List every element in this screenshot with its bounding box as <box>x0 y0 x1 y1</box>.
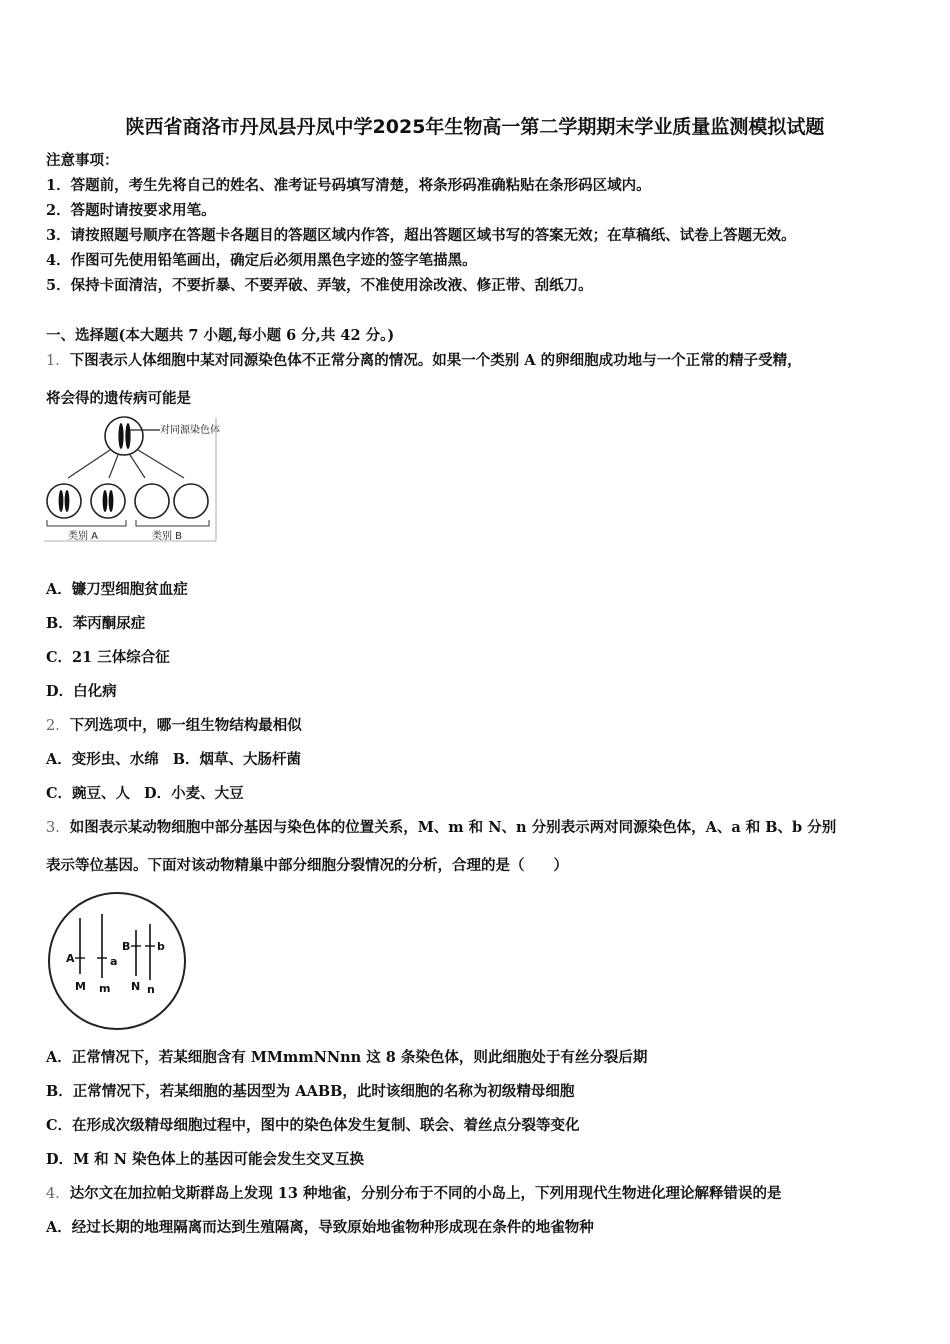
chromosome <box>109 490 114 512</box>
page-title: 陕西省商洛市丹凤县丹凤中学2025年生物高一第二学期期末学业质量监测模拟试题 <box>125 116 825 138</box>
option-d: D．小麦、大豆 <box>144 785 244 802</box>
branch-line <box>109 455 118 478</box>
option-d: D．白化病 <box>46 683 117 700</box>
question-text: 下图表示人体细胞中某对同源染色体不正常分离的情况。如果一个类别 A 的卵细胞成功地与一个正常的精子受精， <box>69 352 802 369</box>
notice-item: 1．答题前，考生先将自己的姓名、准考证号码填写清楚，将条形码准确粘贴在条形码区域内。 <box>46 177 651 194</box>
figure-chromosome-separation <box>44 414 244 546</box>
question-1-stem <box>46 351 802 371</box>
question-number: 1． <box>46 353 70 369</box>
gene-B: B <box>122 940 131 953</box>
option-b: B．烟草、大肠杆菌 <box>172 751 302 768</box>
question-3-stem: 3．如图表示某动物细胞中部分基因与染色体的位置关系，M、m 和 N、n 分别表示两对同源染色体，A、a 和 B、b 分别 <box>46 819 837 836</box>
branch-line <box>138 450 184 478</box>
daughter-cell-b <box>174 484 208 518</box>
chrom-m-label: m <box>99 982 111 995</box>
option-c: C．豌豆、人 <box>46 785 131 802</box>
notice-item: 5．保持卡面清洁，不要折暴、不要弄破、弄皱，不准使用涂改液、修正带、刮纸刀。 <box>46 277 593 294</box>
gene-A: A <box>66 952 75 965</box>
figure-gene-chromosome <box>44 888 192 1034</box>
question-1-stem-cont: 将会得的遗传病可能是 <box>46 390 191 407</box>
chromosome <box>103 490 108 512</box>
branch-line <box>130 455 145 478</box>
question-number: 4． <box>46 1186 70 1202</box>
gene-b: b <box>157 940 165 953</box>
option-a: A．正常情况下，若某细胞含有 MMmmNNnn 这 8 条染色体，则此细胞处于有丝分裂后期 <box>46 1049 648 1066</box>
category-b-label: 类别 B <box>152 531 183 542</box>
chromosome <box>118 423 123 449</box>
chromosome <box>125 423 130 449</box>
chromosome <box>65 490 70 512</box>
category-a-label: 类别 A <box>68 531 99 542</box>
chrom-M-label: M <box>75 980 86 993</box>
gene-a: a <box>110 955 118 968</box>
option-c: C．21 三体综合征 <box>46 649 170 666</box>
option-d: D．M 和 N 染色体上的基因可能会发生交叉互换 <box>46 1151 365 1168</box>
figure-label: 对同源染色体 <box>160 425 220 436</box>
option-c: C．在形成次级精母细胞过程中，图中的染色体发生复制、联会、着丝点分裂等变化 <box>46 1117 580 1134</box>
question-2-stem: 2．下列选项中，哪一组生物结构最相似 <box>46 717 302 734</box>
daughter-cell-b <box>135 484 169 518</box>
question-number: 2． <box>46 718 70 734</box>
chromosome <box>59 490 64 512</box>
option-row <box>46 784 244 804</box>
option-a: A．变形虫、水绵 <box>46 751 159 768</box>
chrom-n-label: n <box>147 983 155 996</box>
parent-cell <box>105 417 143 455</box>
question-4-stem: 4．达尔文在加拉帕戈斯群岛上发现 13 种地雀，分别分布于不同的小岛上，下列用现代生物进化理论解释错误的是 <box>46 1185 782 1202</box>
notice-item: 2．答题时请按要求用笔。 <box>46 202 216 219</box>
daughter-cell-a <box>47 484 81 518</box>
question-3-stem-cont: 表示等位基因。下面对该动物精巢中部分细胞分裂情况的分析，合理的是（ ） <box>46 857 568 874</box>
bracket <box>136 520 209 526</box>
option-b: B．苯丙酮尿症 <box>46 615 146 632</box>
chrom-N-label: N <box>131 980 141 993</box>
option-b: B．正常情况下，若某细胞的基因型为 AABB，此时该细胞的名称为初级精母细胞 <box>46 1083 575 1100</box>
notice-item: 4．作图可先使用铅笔画出，确定后必须用黑色字迹的签字笔描黑。 <box>46 252 477 269</box>
option-a: A．镰刀型细胞贫血症 <box>46 581 188 598</box>
question-number: 3． <box>46 820 70 836</box>
notice-item: 3．请按照题号顺序在答题卡各题目的答题区域内作答，超出答题区域书写的答案无效；在草稿纸、试卷上答题无效。 <box>46 227 796 244</box>
bracket <box>47 520 126 526</box>
option-a: A．经过长期的地理隔离而达到生殖隔离，导致原始地雀物种形成现在条件的地雀物种 <box>46 1219 594 1236</box>
branch-line <box>68 450 110 478</box>
option-row <box>46 750 301 770</box>
notice-heading: 注意事项： <box>46 152 119 169</box>
daughter-cell-a <box>91 484 125 518</box>
section-heading: 一、选择题(本大题共 7 小题,每小题 6 分,共 42 分。) <box>46 327 395 344</box>
